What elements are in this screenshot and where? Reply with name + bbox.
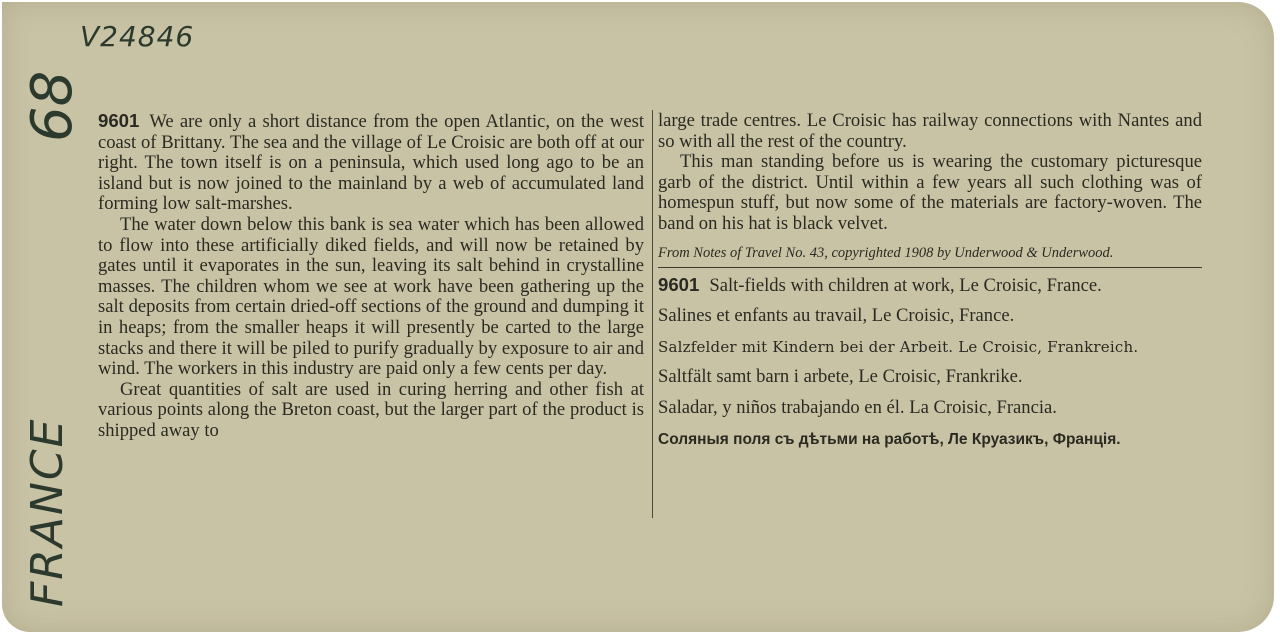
handwritten-country: FRANCE	[22, 417, 73, 607]
description-paragraph-2: The water down below this bank is sea water which has been allowed to flow into these artificially diked fields, and will now be retained by gates until it evaporates in the sun, leaving its salt behind in crystalline masses. The children whom we see at work have been gathering up the salt deposits from certain dried-off sections of the ground and dumping it in heaps; from the smaller heaps it will presently be carted to the large stacks and there it will be piled to purify gradually by exposure to air and wind. The workers in this industry are paid only a few cents per day.	[98, 213, 644, 380]
description-paragraph-4: large trade centres. Le Croisic has railway connections with Nantes and so with all the rest of the country.	[658, 110, 1202, 152]
caption-russian: Соляныя поля съ дѣтьми на работѣ, Ле Круазикъ, Францiя.	[658, 430, 1121, 448]
copyright-credit: From Notes of Travel No. 43, copyrighted 1908 by Underwood & Underwood.	[658, 244, 1114, 261]
view-number: 9601	[98, 110, 140, 131]
description-paragraph-5: This man standing before us is wearing the customary picturesque garb of the district. Until within a few years all such clothing was of homespun stuff, but now some of the materials are factory-woven. The band on his hat is black velvet.	[658, 151, 1202, 234]
description-paragraph-3: Great quantities of salt are used in curing herring and other fish at various points along the Breton coast, but the larger part of the product is shipped away to	[98, 378, 644, 441]
caption-french: Salines et enfants au travail, Le Croisic, France.	[658, 305, 1015, 327]
handwritten-catalog-number: V24846	[80, 20, 195, 53]
stereoview-card-back	[2, 2, 1274, 632]
caption-divider	[658, 267, 1202, 268]
multilingual-captions	[658, 275, 1202, 450]
column-divider	[652, 110, 653, 518]
caption-swedish: Saltfält samt barn i arbete, Le Croisic, Frankrike.	[658, 366, 1023, 388]
caption-english: 9601 Salt-fields with children at work, Le Croisic, France.	[658, 273, 1102, 296]
caption-spanish: Saladar, y niños trabajando en él. La Croisic, Francia.	[658, 396, 1057, 418]
caption-german: Salzfelder mit Kindern bei der Arbeit. Le Croisic, Frankreich.	[658, 337, 1139, 356]
description-right-column	[658, 111, 1202, 460]
caption-number: 9601	[658, 273, 700, 295]
description-left-column	[98, 111, 644, 442]
handwritten-card-number: 68	[20, 70, 85, 142]
description-paragraph-1: 9601 We are only a short distance from the open Atlantic, on the west coast of Brittany. The sea and the village of Le Croisic are both off at our right. The town itself is on a peninsula, which used long ago to be an island but is now joined to the mainland by a web of accumulated land forming low salt-marshes.	[98, 110, 644, 215]
